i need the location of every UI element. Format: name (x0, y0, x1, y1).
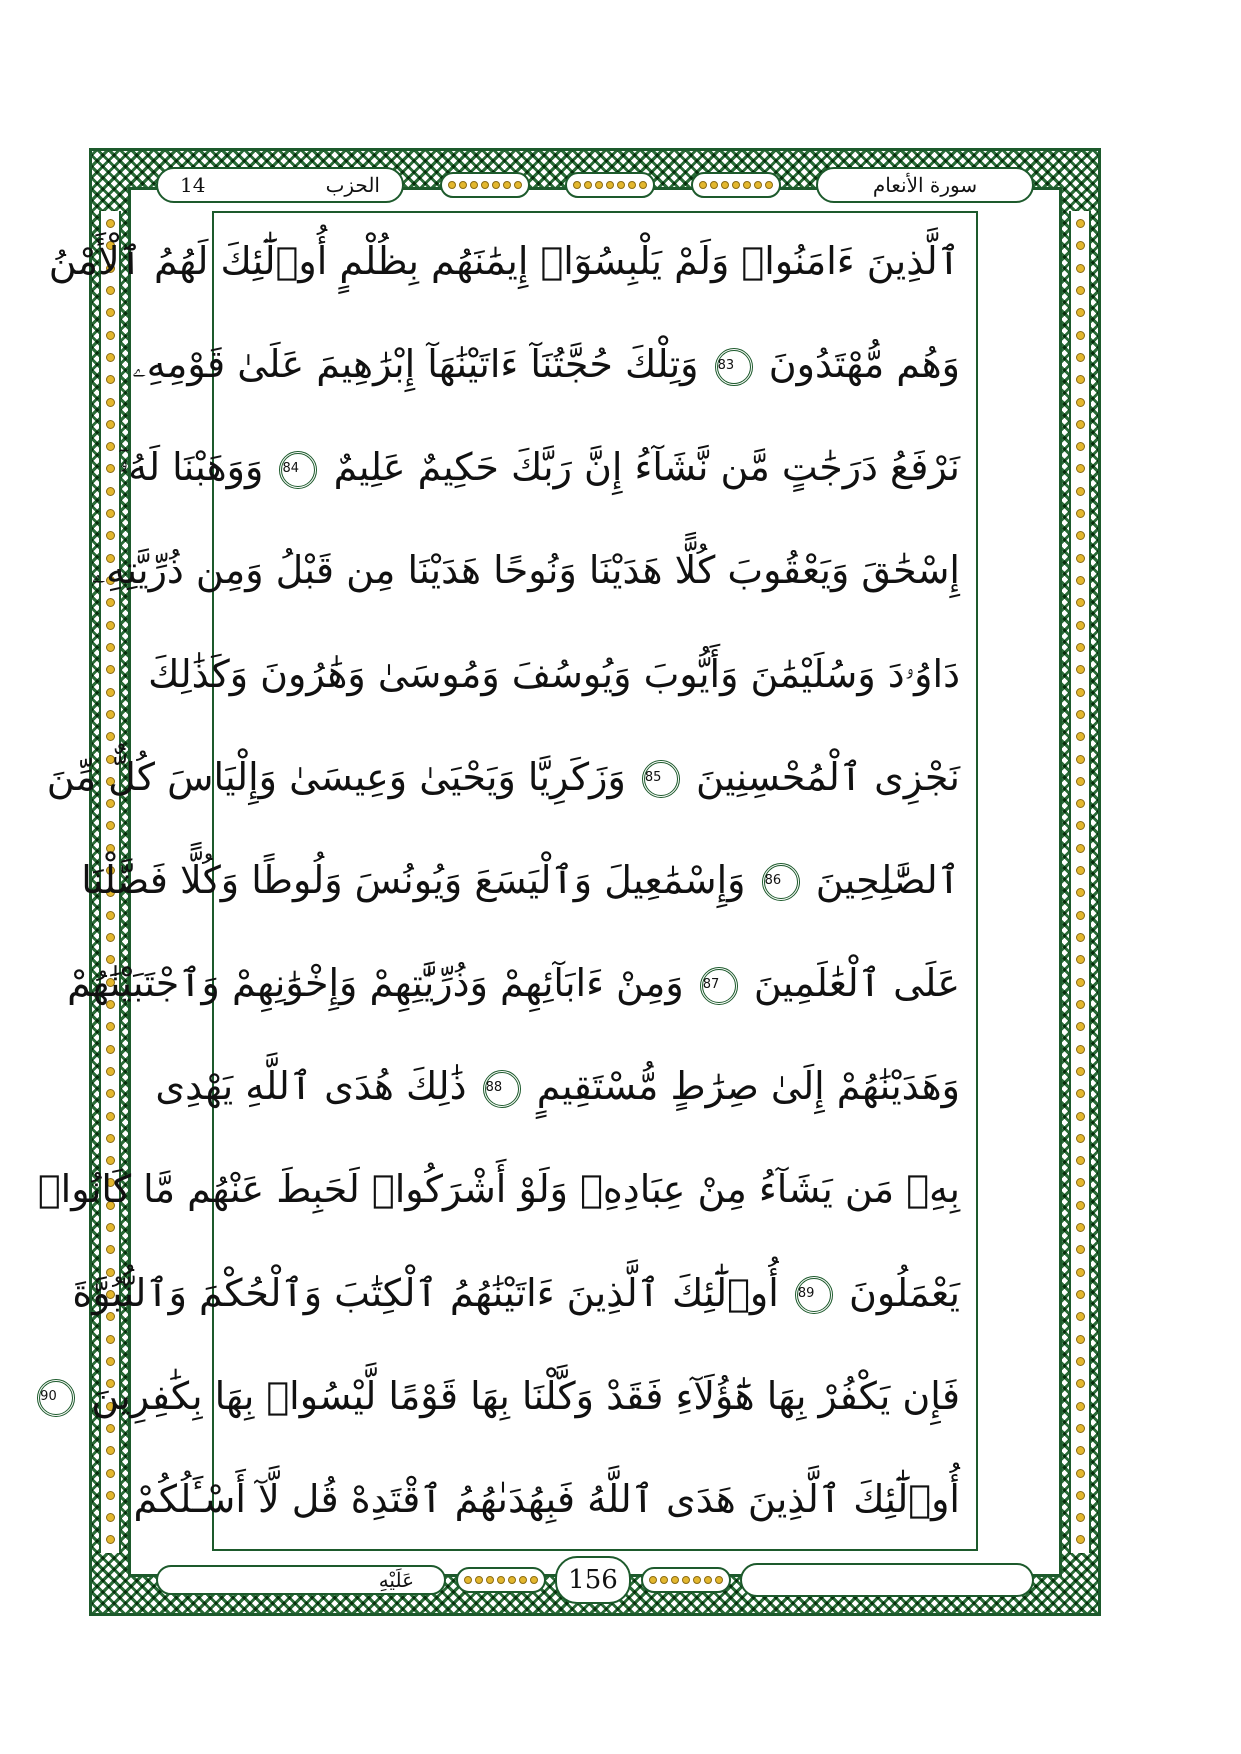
bead-ornament (1076, 241, 1085, 250)
bead-ornament (1076, 1446, 1085, 1455)
bead-ornament (1076, 821, 1085, 830)
bead-ornament (1076, 420, 1085, 429)
bead-ornament (106, 821, 115, 830)
verse-text: وَتِلْكَ حُجَّتُنَآ ءَاتَيْنَٰهَآ إِبْرَٰهِيمَ عَلَىٰ قَوْمِهِۦ (132, 342, 699, 387)
bead-ornament (1076, 1134, 1085, 1143)
bead-ornament (765, 181, 773, 189)
bead-ornament (106, 331, 115, 340)
verse-text: وَإِسْمَٰعِيلَ وَٱلْيَسَعَ وَيُونُسَ وَلُوطًا وَكُلًّا فَضَّلْنَا (81, 857, 746, 902)
verse-text: أُو۟لَٰٓئِكَ ٱلَّذِينَ هَدَى ٱللَّهُ فَبِهُدَىٰهُمُ ٱقْتَدِهْ قُل لَّآ أَسْـَٔلُكُمْ (133, 1476, 960, 1521)
bead-ornament (595, 181, 603, 189)
bead-ornament (1076, 1424, 1085, 1433)
quran-line (72, 1253, 960, 1335)
bead-ornament (106, 1513, 115, 1522)
bead-ornament (732, 181, 740, 189)
footer-blank-label (740, 1563, 1034, 1597)
verse-text: وَهَدَيْنَٰهُمْ إِلَىٰ صِرَٰطٍ مُّسْتَقِيمٍ (536, 1064, 960, 1109)
bead-ornament (1076, 866, 1085, 875)
bead-ornament (1076, 688, 1085, 697)
bead-ornament (106, 933, 115, 942)
verse-text: يَعْمَلُونَ (849, 1270, 960, 1315)
bead-ornament (1076, 710, 1085, 719)
hizb-label: الحزب (325, 173, 380, 197)
ayah-number-marker: 88 (483, 1070, 521, 1108)
bead-ornament (660, 1576, 668, 1584)
bead-ornament (106, 1335, 115, 1344)
quran-line (133, 1459, 960, 1541)
bead-ornament (1076, 799, 1085, 808)
verse-text: ٱلصَّٰلِحِينَ (815, 857, 960, 902)
bead-ornament (715, 1576, 723, 1584)
footer-ornament-right (641, 1567, 731, 1593)
bead-ornament (1076, 755, 1085, 764)
bead-ornament (448, 181, 456, 189)
surah-name: سورة الأنعام (872, 173, 978, 197)
right-bead-column (1069, 211, 1091, 1553)
verse-text: وَوَهَبْنَا لَهُۥٓ (118, 445, 264, 490)
bead-ornament (1076, 1089, 1085, 1098)
bead-ornament (1076, 844, 1085, 853)
bead-ornament (1076, 1178, 1085, 1187)
bead-ornament (464, 1576, 472, 1584)
quran-line (118, 427, 960, 509)
header-ornament-left (440, 172, 530, 198)
bead-ornament (106, 442, 115, 451)
ayah-number-marker: 89 (795, 1276, 833, 1314)
ayah-number-marker: 84 (279, 451, 317, 489)
quran-line (148, 634, 960, 716)
bead-ornament (106, 464, 115, 473)
header-ornament-right (691, 172, 781, 198)
bead-ornament (459, 181, 467, 189)
bead-ornament (1076, 1245, 1085, 1254)
bead-ornament (1076, 1513, 1085, 1522)
quran-line (155, 1046, 960, 1128)
bead-ornament (1076, 353, 1085, 362)
bead-ornament (606, 181, 614, 189)
catchword: عَلَيْهِ (378, 1568, 414, 1592)
bead-ornament (106, 398, 115, 407)
bead-ornament (106, 1067, 115, 1076)
bead-ornament (1076, 1491, 1085, 1500)
verse-text: إِسْحَٰقَ وَيَعْقُوبَ كُلًّا هَدَيْنَا وَنُوحًا هَدَيْنَا مِن قَبْلُ وَمِن ذُرِّيَّتِهِۦ (91, 548, 960, 593)
bead-ornament (519, 1576, 527, 1584)
bead-ornament (106, 487, 115, 496)
bead-ornament (514, 181, 522, 189)
bead-ornament (106, 1446, 115, 1455)
bead-ornament (1076, 1022, 1085, 1031)
bead-ornament (1076, 1112, 1085, 1121)
catchword-label (156, 1565, 446, 1595)
verse-text: ذَٰلِكَ هُدَى ٱللَّهِ يَهْدِى (155, 1064, 467, 1109)
bead-ornament (1076, 509, 1085, 518)
hizb-number: 14 (180, 173, 206, 197)
bead-ornament (1076, 464, 1085, 473)
verse-text: وَزَكَرِيَّا وَيَحْيَىٰ وَعِيسَىٰ وَإِلْيَاسَ كُلٌّ مِّنَ (46, 754, 626, 799)
verse-text: بِهِۦ مَن يَشَآءُ مِنْ عِبَادِهِۦ وَلَوْ أَشْرَكُوا۟ لَحَبِطَ عَنْهُم مَّا كَانُوا۟ (37, 1167, 960, 1212)
bead-ornament (486, 1576, 494, 1584)
bead-ornament (106, 1022, 115, 1031)
bead-ornament (106, 1112, 115, 1121)
quran-line (67, 943, 960, 1025)
footer-ornament-left (456, 1567, 546, 1593)
bead-ornament (106, 1469, 115, 1478)
bead-ornament (671, 1576, 679, 1584)
bead-ornament (106, 1134, 115, 1143)
bead-ornament (1076, 732, 1085, 741)
bead-ornament (704, 1576, 712, 1584)
bead-ornament (492, 181, 500, 189)
bead-ornament (754, 181, 762, 189)
ayah-number-marker: 83 (715, 348, 753, 386)
bead-ornament (1076, 264, 1085, 273)
bead-ornament (639, 181, 647, 189)
bead-ornament (693, 1576, 701, 1584)
bead-ornament (649, 1576, 657, 1584)
bead-ornament (106, 1089, 115, 1098)
bead-ornament (1076, 219, 1085, 228)
bead-ornament (1076, 554, 1085, 563)
bead-ornament (1076, 1379, 1085, 1388)
bead-ornament (1076, 643, 1085, 652)
bead-ornament (1076, 911, 1085, 920)
hizb-indicator (156, 167, 404, 203)
bead-ornament (1076, 1312, 1085, 1321)
bead-ornament (682, 1576, 690, 1584)
bead-ornament (584, 181, 592, 189)
bead-ornament (1076, 398, 1085, 407)
bead-ornament (628, 181, 636, 189)
quran-line (37, 1149, 960, 1231)
ayah-number-marker: 86 (762, 863, 800, 901)
quran-line (91, 530, 960, 612)
bead-ornament (573, 181, 581, 189)
verse-text: دَاوُۥدَ وَسُلَيْمَٰنَ وَأَيُّوبَ وَيُوسُفَ وَمُوسَىٰ وَهَٰرُونَ وَكَذَٰلِكَ (148, 651, 960, 696)
bead-ornament (1076, 1223, 1085, 1232)
verse-text: عَلَى ٱلْعَٰلَمِينَ (753, 961, 960, 1006)
bead-ornament (1076, 1357, 1085, 1366)
bead-ornament (617, 181, 625, 189)
bead-ornament (106, 688, 115, 697)
verse-text: ٱلَّذِينَ ءَامَنُوا۟ وَلَمْ يَلْبِسُوٓا۟ إِيمَٰنَهُم بِظُلْمٍ أُو۟لَٰٓئِكَ لَهُمُ ٱلْأَمْنُ (48, 239, 960, 283)
bead-ornament (1076, 375, 1085, 384)
bead-ornament (1076, 576, 1085, 585)
bead-ornament (106, 308, 115, 317)
bead-ornament (1076, 1156, 1085, 1165)
page-header (156, 165, 1034, 205)
bead-ornament (470, 181, 478, 189)
bead-ornament (1076, 978, 1085, 987)
bead-ornament (1076, 331, 1085, 340)
bead-ornament (1076, 777, 1085, 786)
bead-ornament (508, 1576, 516, 1584)
quran-line (46, 737, 960, 819)
page-number: 156 (555, 1556, 631, 1604)
bead-ornament (106, 1491, 115, 1500)
bead-ornament (1076, 1268, 1085, 1277)
bead-ornament (1076, 1201, 1085, 1210)
header-ornament-center (565, 172, 655, 198)
bead-ornament (497, 1576, 505, 1584)
bead-ornament (1076, 955, 1085, 964)
quran-line (48, 221, 960, 303)
bead-ornament (1076, 286, 1085, 295)
bead-ornament (1076, 531, 1085, 540)
bead-ornament (106, 643, 115, 652)
bead-ornament (106, 710, 115, 719)
bead-ornament (106, 1535, 115, 1544)
verse-text: وَهُم مُّهْتَدُونَ (768, 342, 960, 387)
bead-ornament (1076, 1290, 1085, 1299)
bead-ornament (1076, 598, 1085, 607)
bead-ornament (1076, 933, 1085, 942)
page-footer (156, 1557, 1034, 1603)
bead-ornament (1076, 1000, 1085, 1009)
bead-ornament (699, 181, 707, 189)
bead-ornament (106, 1045, 115, 1054)
quran-text-panel (37, 211, 978, 1551)
bead-ornament (1076, 621, 1085, 630)
quran-line (40, 1356, 960, 1438)
bead-ornament (1076, 1045, 1085, 1054)
page-ornamental-frame (37, 148, 1101, 1616)
bead-ornament (1076, 1469, 1085, 1478)
verse-text: وَمِنْ ءَابَآئِهِمْ وَذُرِّيَّٰتِهِمْ وَإِخْوَٰنِهِمْ وَٱجْتَبَيْنَٰهُمْ (67, 961, 684, 1006)
bead-ornament (721, 181, 729, 189)
bead-ornament (1076, 888, 1085, 897)
bead-ornament (106, 375, 115, 384)
surah-name-label (816, 167, 1034, 203)
ayah-number-marker: 85 (642, 760, 680, 798)
bead-ornament (503, 181, 511, 189)
bead-ornament (106, 420, 115, 429)
ayah-number-marker: 87 (700, 967, 738, 1005)
bead-ornament (1076, 1402, 1085, 1411)
bead-ornament (481, 181, 489, 189)
bead-ornament (106, 353, 115, 362)
bead-ornament (1076, 1535, 1085, 1544)
quran-line (132, 324, 960, 406)
bead-ornament (1076, 665, 1085, 674)
bead-ornament (710, 181, 718, 189)
ayah-number-marker: 90 (37, 1379, 75, 1417)
verse-text: أُو۟لَٰٓئِكَ ٱلَّذِينَ ءَاتَيْنَٰهُمُ ٱلْكِتَٰبَ وَٱلْحُكْمَ وَٱلنُّبُوَّةَ (72, 1270, 779, 1315)
bead-ornament (1076, 442, 1085, 451)
verse-text: نَجْزِى ٱلْمُحْسِنِينَ (696, 754, 960, 799)
verse-text: فَإِن يَكْفُرْ بِهَا هَٰٓؤُلَآءِ فَقَدْ وَكَّلْنَا بِهَا قَوْمًا لَّيْسُوا۟ بِهَا بِكَٰفِرِينَ (91, 1373, 960, 1418)
bead-ornament (743, 181, 751, 189)
bead-ornament (1076, 487, 1085, 496)
bead-ornament (530, 1576, 538, 1584)
bead-ornament (1076, 1067, 1085, 1076)
bead-ornament (106, 509, 115, 518)
bead-ornament (106, 621, 115, 630)
quran-line (81, 840, 960, 922)
bead-ornament (106, 665, 115, 674)
bead-ornament (475, 1576, 483, 1584)
bead-ornament (1076, 1335, 1085, 1344)
bead-ornament (1076, 308, 1085, 317)
verse-text: نَرْفَعُ دَرَجَٰتٍ مَّن نَّشَآءُ إِنَّ رَبَّكَ حَكِيمٌ عَلِيمٌ (333, 445, 960, 490)
